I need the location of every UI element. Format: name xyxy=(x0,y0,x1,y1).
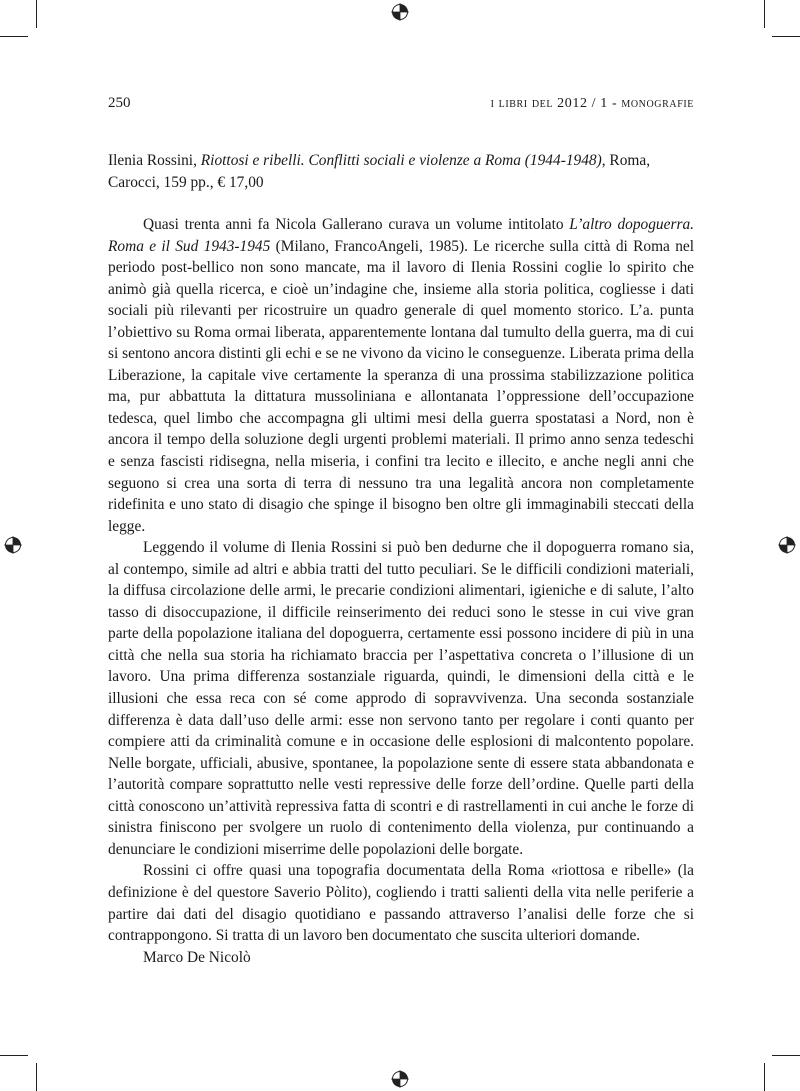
review-paragraph xyxy=(108,214,694,537)
crop-mark xyxy=(764,1063,765,1091)
crop-mark xyxy=(0,1055,28,1056)
page-header xyxy=(108,95,694,117)
review-body xyxy=(108,214,694,968)
review-text: (Milano, FrancoAngeli, 1985). Le ricerche sulla città di Roma nel periodo post-bellico non sono mancate, ma il lavoro di Ilenia Rossini coglie lo spirito che animò già quella ricerca, e cioè un’indagine che, insieme alla storia politica, cogliesse i dati sociali più rilevanti per ricostruire un quadro generale di quel momento storico. L’a. punta l’obiettivo su Roma ormai liberata, apparentemente lontana dal tumulto della guerra, ma di cui si sentono ancora distinti gli echi e se ne vivono da vicino le conseguenze. Liberata prima della Liberazione, la capitale vive certamente la speranza di una prossima stabilizzazione politica ma, pur abbattuta la dittatura mussoliniana e allontanata l’oppressione dell’occupazione tedesca, quel limbo che accompagna gli ultimi mesi della guerra spostatasi a Nord, non è ancora il tempo della soluzione degli urgenti problemi materiali. Il primo anno senza tedeschi e senza fascisti ridisegna, nella miseria, i confini tra lecito e illecito, e anche negli anni che seguono si crea una sorta di terra di nessuno tra una legalità ancora non completamente ridefinita e uno stato di disagio che spinge il bisogno ben oltre gli immaginabili steccati della legge. xyxy=(108,237,694,535)
review-paragraph: Rossini ci offre quasi una topografia documentata della Roma «riottosa e ribelle» (la definizione è del questore Saverio Pòlito), cogliendo i tratti salienti della vita nelle periferie a partire dai dati del disagio quotidiano e passando attraverso l’analisi delle forze che si contrappongono. Si tratta di un lavoro ben documentato che suscita ulteriori domande. xyxy=(108,862,694,945)
book-citation xyxy=(108,150,694,193)
reviewer-signature: Marco De Nicolò xyxy=(143,948,251,966)
registration-mark-icon xyxy=(4,536,22,554)
crop-mark xyxy=(0,36,28,37)
crop-mark xyxy=(36,0,37,28)
crop-mark xyxy=(772,1055,800,1056)
citation-publication: , Roma, Carocci, 159 pp., € 17,00 xyxy=(108,152,651,191)
crop-mark xyxy=(772,36,800,37)
page-number: 250 xyxy=(108,95,131,111)
cited-work-title: L’altro dopoguerra. Roma e il Sud 1943-1945 xyxy=(108,216,694,255)
review-text: Quasi trenta anni fa Nicola Gallerano curava un volume intitolato xyxy=(143,216,570,233)
crop-mark xyxy=(36,1063,37,1091)
citation-title: Riottosi e ribelli. Conflitti sociali e violenze a Roma (1944-1948) xyxy=(200,152,602,169)
registration-mark-icon xyxy=(391,3,409,21)
citation-author: Ilenia Rossini, xyxy=(108,152,201,169)
registration-mark-icon xyxy=(778,536,796,554)
crop-mark xyxy=(764,0,765,28)
registration-mark-icon xyxy=(391,1070,409,1088)
running-head: i libri del 2012 / 1 - monografie xyxy=(490,96,694,111)
review-paragraph: Leggendo il volume di Ilenia Rossini si può ben dedurne che il dopoguerra romano sia, al contempo, simile ad altri e abbia tratti del tutto peculiari. Se le difficili condizioni materiali, la diffusa circolazione delle armi, le precarie condizioni alimentari, igieniche e di salute, l’alto tasso di disoccupazione, il difficile reinserimento dei reduci sono le stesse in cui vive gran parte della popolazione italiana del dopoguerra, certamente essi possono incidere di più in una città che nella sua storia ha richiamato braccia per l’aspettativa concreta o l’illusione di un lavoro. Una prima differenza sostanziale riguarda, quindi, le dimensioni della città e le illusioni che essa reca con sé come approdo di sopravvivenza. Una seconda sostanziale differenza è data dall’uso delle armi: esse non servono tanto per regolare i conti quanto per compiere atti da criminalità comune e in occasione delle esplosioni di malcontento popolare. Nelle borgate, ufficiali, abusive, spontanee, la popolazione sente di essere stata abbandonata e l’autorità compare soprattutto nelle vesti repressive delle forze dell’ordine. Quelle parti della città conoscono un’attività repressiva fatta di scontri e di rastrellamenti in cui anche le forze di sinistra finiscono per svolgere un ruolo di contenimento della violenza, pur continuando a denunciare le condizioni miserrime delle popolazioni delle borgate. xyxy=(108,539,694,858)
